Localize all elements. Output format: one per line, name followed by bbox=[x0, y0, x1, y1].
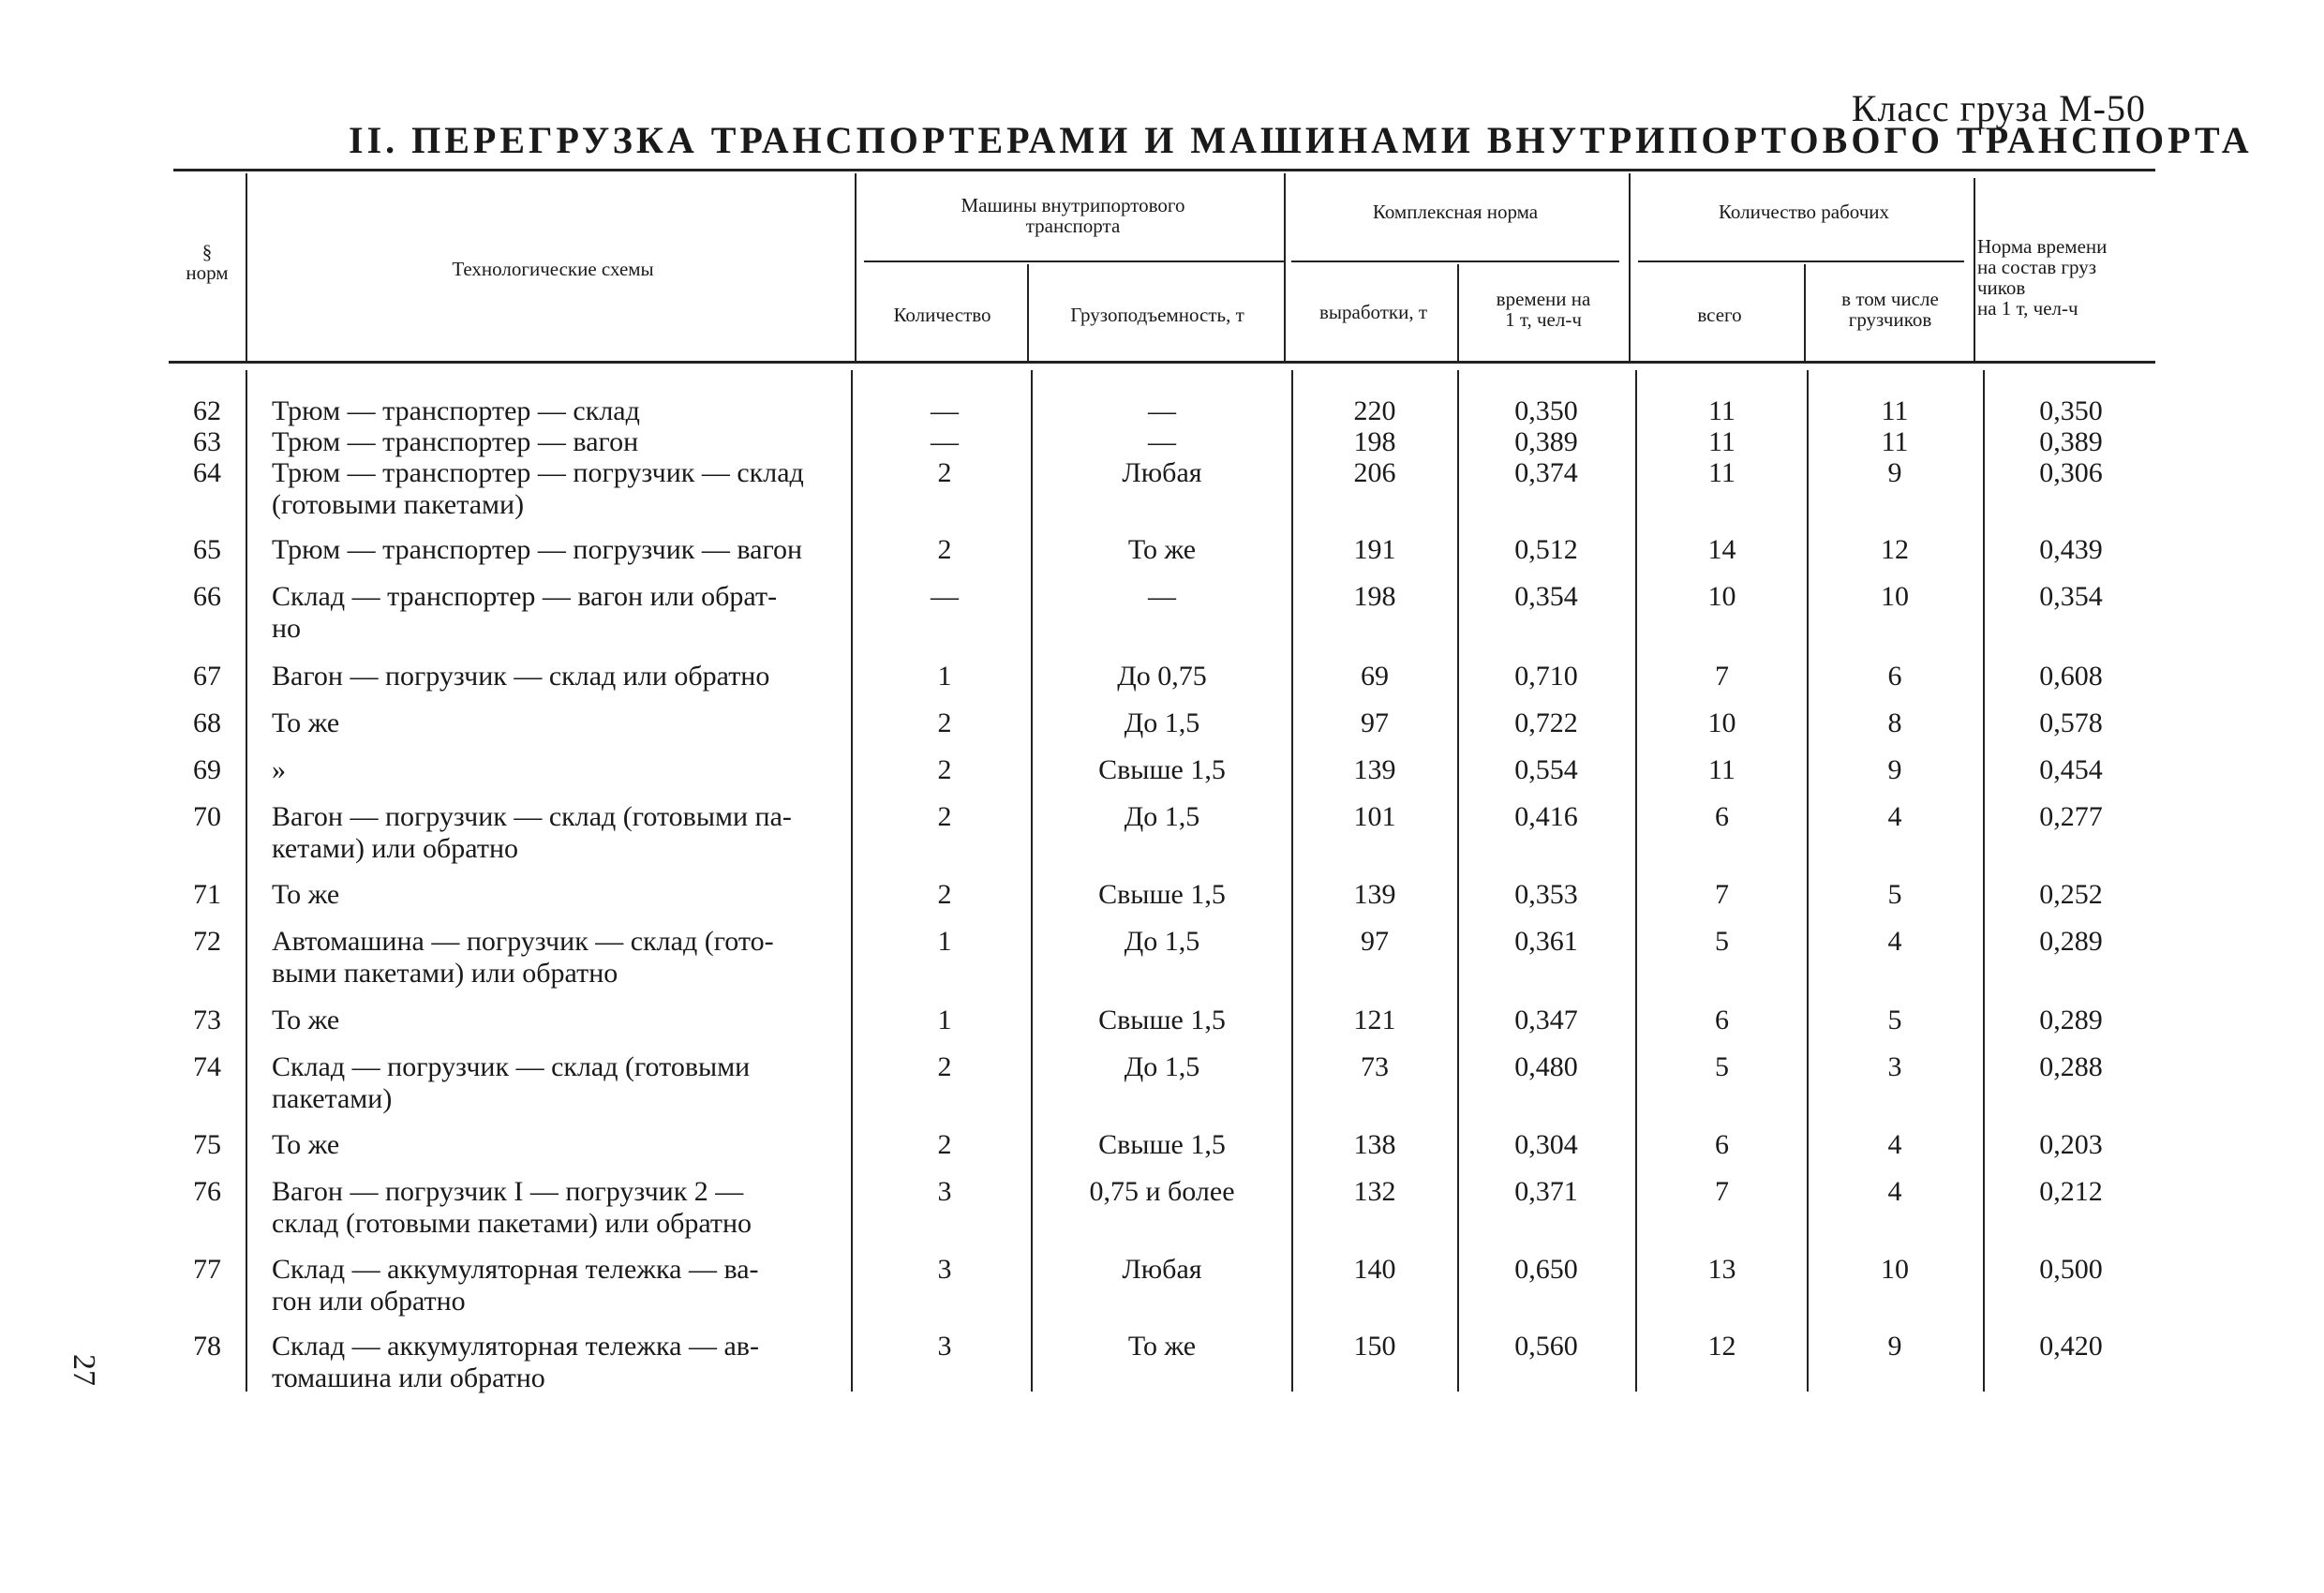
row-norm-number: 74 bbox=[193, 1051, 221, 1082]
row-total-cell: 14 bbox=[1707, 534, 1736, 565]
row-tnorm-cell: 0,289 bbox=[2039, 1005, 2103, 1035]
row-total-cell: 7 bbox=[1715, 661, 1729, 692]
row-time-cell: 0,560 bbox=[1514, 1331, 1578, 1362]
row-tnorm-cell: 0,454 bbox=[2039, 754, 2103, 785]
row-total-cell: 5 bbox=[1715, 926, 1729, 957]
row-scheme: Вагон — погрузчик — склад (готовыми па- кетами) или обратно bbox=[272, 801, 792, 864]
row-scheme: Автомашина — погрузчик — склад (гото- выми пакетами) или обратно bbox=[272, 926, 774, 989]
cargo-class-label: Класс груза М-50 bbox=[1851, 87, 2146, 129]
row-loaders-cell: 5 bbox=[1887, 879, 1902, 910]
row-tnorm-cell: 0,350 bbox=[2039, 395, 2103, 426]
header-divider bbox=[1974, 178, 1975, 361]
row-scheme: Склад — транспортер — вагон или обрат- но bbox=[272, 581, 778, 644]
row-norm-number: 69 bbox=[193, 754, 221, 785]
row-capacity-cell: Любая bbox=[1122, 1254, 1202, 1285]
row-loaders-cell: 4 bbox=[1887, 1129, 1902, 1160]
row-scheme: То же bbox=[272, 707, 340, 738]
row-tnorm-cell: 0,420 bbox=[2039, 1331, 2103, 1362]
header-divider bbox=[1804, 264, 1806, 361]
header-norm: § норм bbox=[186, 241, 229, 285]
row-capacity-cell: До 0,75 bbox=[1117, 661, 1207, 692]
row-count-cell: — bbox=[931, 395, 959, 426]
row-time-cell: 0,371 bbox=[1514, 1176, 1578, 1207]
row-scheme: То же bbox=[272, 1129, 340, 1160]
row-norm-number: 78 bbox=[193, 1331, 221, 1362]
row-norm-number: 76 bbox=[193, 1176, 221, 1207]
row-scheme: Склад — аккумуляторная тележка — ва- гон или обратно bbox=[272, 1254, 759, 1317]
row-output-cell: 206 bbox=[1353, 457, 1396, 488]
row-tnorm-cell: 0,203 bbox=[2039, 1129, 2103, 1160]
row-count-cell: 3 bbox=[937, 1254, 952, 1285]
row-output-cell: 73 bbox=[1361, 1051, 1389, 1082]
row-tnorm-cell: 0,288 bbox=[2039, 1051, 2103, 1082]
row-capacity-cell: Свыше 1,5 bbox=[1098, 754, 1226, 785]
row-loaders-cell: 4 bbox=[1887, 801, 1902, 832]
body-divider bbox=[1807, 370, 1809, 1392]
row-loaders-cell: 10 bbox=[1881, 581, 1909, 612]
row-tnorm-cell: 0,289 bbox=[2039, 926, 2103, 957]
row-norm-number: 77 bbox=[193, 1254, 221, 1285]
header-divider bbox=[1027, 264, 1029, 361]
row-loaders-cell: 11 bbox=[1881, 395, 1909, 426]
body-divider bbox=[1291, 370, 1293, 1392]
row-time-cell: 0,480 bbox=[1514, 1051, 1578, 1082]
row-count-cell: 3 bbox=[937, 1331, 952, 1362]
row-tnorm-cell: 0,277 bbox=[2039, 801, 2103, 832]
complex-subrule bbox=[1291, 261, 1619, 262]
header-complex-group: Комплексная норма bbox=[1372, 201, 1539, 223]
row-time-cell: 0,350 bbox=[1514, 395, 1578, 426]
body-divider bbox=[1983, 370, 1985, 1392]
row-tnorm-cell: 0,389 bbox=[2039, 426, 2103, 457]
row-output-cell: 132 bbox=[1353, 1176, 1396, 1207]
row-loaders-cell: 11 bbox=[1881, 426, 1909, 457]
row-time-cell: 0,353 bbox=[1514, 879, 1578, 910]
row-count-cell: 2 bbox=[937, 534, 952, 565]
header-divider bbox=[246, 173, 247, 361]
row-scheme: Вагон — погрузчик — склад или обратно bbox=[272, 661, 770, 692]
header-divider bbox=[855, 173, 857, 361]
row-total-cell: 11 bbox=[1708, 457, 1736, 488]
row-scheme: Трюм — транспортер — погрузчик — склад (готовыми пакетами) bbox=[272, 457, 804, 520]
row-time-cell: 0,650 bbox=[1514, 1254, 1578, 1285]
header-divider bbox=[1457, 264, 1459, 361]
row-scheme: » bbox=[272, 754, 286, 785]
row-output-cell: 139 bbox=[1353, 754, 1396, 785]
body-divider bbox=[1457, 370, 1459, 1392]
row-norm-number: 63 bbox=[193, 426, 221, 457]
row-count-cell: 2 bbox=[937, 879, 952, 910]
row-capacity-cell: — bbox=[1148, 426, 1176, 457]
row-output-cell: 101 bbox=[1353, 801, 1396, 832]
row-scheme: То же bbox=[272, 879, 340, 910]
row-scheme: То же bbox=[272, 1005, 340, 1035]
row-time-cell: 0,416 bbox=[1514, 801, 1578, 832]
header-workers-group: Количество рабочих bbox=[1718, 201, 1890, 223]
row-total-cell: 13 bbox=[1707, 1254, 1736, 1285]
row-total-cell: 12 bbox=[1707, 1331, 1736, 1362]
row-loaders-cell: 12 bbox=[1881, 534, 1909, 565]
row-norm-number: 67 bbox=[193, 661, 221, 692]
row-tnorm-cell: 0,252 bbox=[2039, 879, 2103, 910]
row-total-cell: 6 bbox=[1715, 801, 1729, 832]
row-loaders-cell: 8 bbox=[1887, 707, 1902, 738]
row-capacity-cell: До 1,5 bbox=[1124, 1051, 1200, 1082]
row-loaders-cell: 9 bbox=[1887, 457, 1902, 488]
workers-subrule bbox=[1638, 261, 1964, 262]
row-total-cell: 7 bbox=[1715, 1176, 1729, 1207]
row-output-cell: 97 bbox=[1361, 707, 1389, 738]
row-scheme: Вагон — погрузчик I — погрузчик 2 — склад (готовыми пакетами) или обратно bbox=[272, 1176, 752, 1239]
row-output-cell: 140 bbox=[1353, 1254, 1396, 1285]
machines-subrule bbox=[864, 261, 1284, 262]
header-workers-loaders: в том числе грузчиков bbox=[1841, 288, 1939, 332]
row-total-cell: 7 bbox=[1715, 879, 1729, 910]
row-total-cell: 11 bbox=[1708, 426, 1736, 457]
row-capacity-cell: То же bbox=[1127, 1331, 1197, 1362]
row-output-cell: 97 bbox=[1361, 926, 1389, 957]
row-count-cell: 2 bbox=[937, 1129, 952, 1160]
row-time-cell: 0,374 bbox=[1514, 457, 1578, 488]
row-tnorm-cell: 0,578 bbox=[2039, 707, 2103, 738]
row-tnorm-cell: 0,354 bbox=[2039, 581, 2103, 612]
row-time-cell: 0,722 bbox=[1514, 707, 1578, 738]
row-capacity-cell: До 1,5 bbox=[1124, 926, 1200, 957]
row-scheme: Трюм — транспортер — погрузчик — вагон bbox=[272, 534, 803, 565]
row-output-cell: 150 bbox=[1353, 1331, 1396, 1362]
row-total-cell: 11 bbox=[1708, 754, 1736, 785]
row-tnorm-cell: 0,212 bbox=[2039, 1176, 2103, 1207]
row-norm-number: 72 bbox=[193, 926, 221, 957]
row-tnorm-cell: 0,608 bbox=[2039, 661, 2103, 692]
row-total-cell: 6 bbox=[1715, 1005, 1729, 1035]
row-count-cell: 2 bbox=[937, 707, 952, 738]
row-count-cell: 2 bbox=[937, 754, 952, 785]
row-output-cell: 69 bbox=[1361, 661, 1389, 692]
row-capacity-cell: — bbox=[1148, 581, 1176, 612]
row-norm-number: 65 bbox=[193, 534, 221, 565]
row-tnorm-cell: 0,306 bbox=[2039, 457, 2103, 488]
row-time-cell: 0,554 bbox=[1514, 754, 1578, 785]
row-capacity-cell: До 1,5 bbox=[1124, 707, 1200, 738]
header-time-norm: Норма времени на состав груз чиков на 1 т, чел-ч bbox=[1977, 235, 2108, 320]
row-capacity-cell: Свыше 1,5 bbox=[1098, 1129, 1226, 1160]
row-output-cell: 191 bbox=[1353, 534, 1396, 565]
header-complex-output: выработки, т bbox=[1318, 301, 1428, 323]
row-time-cell: 0,347 bbox=[1514, 1005, 1578, 1035]
row-norm-number: 64 bbox=[193, 457, 221, 488]
row-scheme: Трюм — транспортер — вагон bbox=[272, 426, 639, 457]
row-total-cell: 11 bbox=[1708, 395, 1736, 426]
header-divider bbox=[1629, 173, 1631, 361]
row-time-cell: 0,710 bbox=[1514, 661, 1578, 692]
header-scheme: Технологические схемы bbox=[452, 258, 654, 280]
row-output-cell: 220 bbox=[1353, 395, 1396, 426]
row-count-cell: 2 bbox=[937, 1051, 952, 1082]
row-loaders-cell: 6 bbox=[1887, 661, 1902, 692]
row-scheme: Склад — погрузчик — склад (готовыми пакетами) bbox=[272, 1051, 751, 1114]
header-complex-time: времени на 1 т, чел-ч bbox=[1496, 288, 1591, 332]
row-loaders-cell: 9 bbox=[1887, 1331, 1902, 1362]
header-machines-group: Машины внутрипортового транспорта bbox=[961, 194, 1185, 238]
row-norm-number: 73 bbox=[193, 1005, 221, 1035]
row-count-cell: 1 bbox=[937, 661, 952, 692]
row-norm-number: 62 bbox=[193, 395, 221, 426]
header-machines-capacity: Грузоподъемность, т bbox=[1070, 304, 1244, 326]
row-total-cell: 10 bbox=[1707, 581, 1736, 612]
body-divider bbox=[1031, 370, 1033, 1392]
header-workers-total: всего bbox=[1697, 304, 1742, 326]
section-title: II. ПЕРЕГРУЗКА ТРАНСПОРТЕРАМИ И МАШИНАМИ ВНУТРИПОРТОВОГО ТРАНСПОРТА bbox=[349, 119, 2253, 161]
row-total-cell: 10 bbox=[1707, 707, 1736, 738]
row-output-cell: 198 bbox=[1353, 426, 1396, 457]
row-loaders-cell: 5 bbox=[1887, 1005, 1902, 1035]
header-machines-count: Количество bbox=[893, 304, 991, 326]
row-loaders-cell: 4 bbox=[1887, 1176, 1902, 1207]
row-time-cell: 0,389 bbox=[1514, 426, 1578, 457]
row-time-cell: 0,512 bbox=[1514, 534, 1578, 565]
row-norm-number: 71 bbox=[193, 879, 221, 910]
row-norm-number: 66 bbox=[193, 581, 221, 612]
row-loaders-cell: 4 bbox=[1887, 926, 1902, 957]
row-norm-number: 75 bbox=[193, 1129, 221, 1160]
body-divider bbox=[1635, 370, 1637, 1392]
row-tnorm-cell: 0,439 bbox=[2039, 534, 2103, 565]
body-divider bbox=[246, 370, 247, 1392]
row-capacity-cell: То же bbox=[1127, 534, 1197, 565]
row-count-cell: 2 bbox=[937, 457, 952, 488]
row-loaders-cell: 10 bbox=[1881, 1254, 1909, 1285]
row-count-cell: 2 bbox=[937, 801, 952, 832]
row-loaders-cell: 3 bbox=[1887, 1051, 1902, 1082]
row-count-cell: 3 bbox=[937, 1176, 952, 1207]
row-count-cell: — bbox=[931, 426, 959, 457]
row-time-cell: 0,354 bbox=[1514, 581, 1578, 612]
row-time-cell: 0,304 bbox=[1514, 1129, 1578, 1160]
header-divider bbox=[1284, 173, 1286, 361]
row-capacity-cell: Свыше 1,5 bbox=[1098, 879, 1226, 910]
row-scheme: Склад — аккумуляторная тележка — ав- томашина или обратно bbox=[272, 1331, 759, 1393]
row-count-cell: — bbox=[931, 581, 959, 612]
header-bottom-rule bbox=[169, 361, 2155, 364]
row-total-cell: 5 bbox=[1715, 1051, 1729, 1082]
row-scheme: Трюм — транспортер — склад bbox=[272, 395, 640, 426]
row-loaders-cell: 9 bbox=[1887, 754, 1902, 785]
row-tnorm-cell: 0,500 bbox=[2039, 1254, 2103, 1285]
row-capacity-cell: Свыше 1,5 bbox=[1098, 1005, 1226, 1035]
row-count-cell: 1 bbox=[937, 926, 952, 957]
row-output-cell: 198 bbox=[1353, 581, 1396, 612]
row-capacity-cell: 0,75 и более bbox=[1089, 1176, 1235, 1207]
table-top-rule bbox=[173, 169, 2155, 171]
row-output-cell: 121 bbox=[1353, 1005, 1396, 1035]
row-capacity-cell: До 1,5 bbox=[1124, 801, 1200, 832]
row-total-cell: 6 bbox=[1715, 1129, 1729, 1160]
row-norm-number: 68 bbox=[193, 707, 221, 738]
row-output-cell: 139 bbox=[1353, 879, 1396, 910]
row-norm-number: 70 bbox=[193, 801, 221, 832]
row-time-cell: 0,361 bbox=[1514, 926, 1578, 957]
row-capacity-cell: Любая bbox=[1122, 457, 1202, 488]
row-capacity-cell: — bbox=[1148, 395, 1176, 426]
row-count-cell: 1 bbox=[937, 1005, 952, 1035]
page-number: 27 bbox=[67, 1354, 101, 1386]
row-output-cell: 138 bbox=[1353, 1129, 1396, 1160]
